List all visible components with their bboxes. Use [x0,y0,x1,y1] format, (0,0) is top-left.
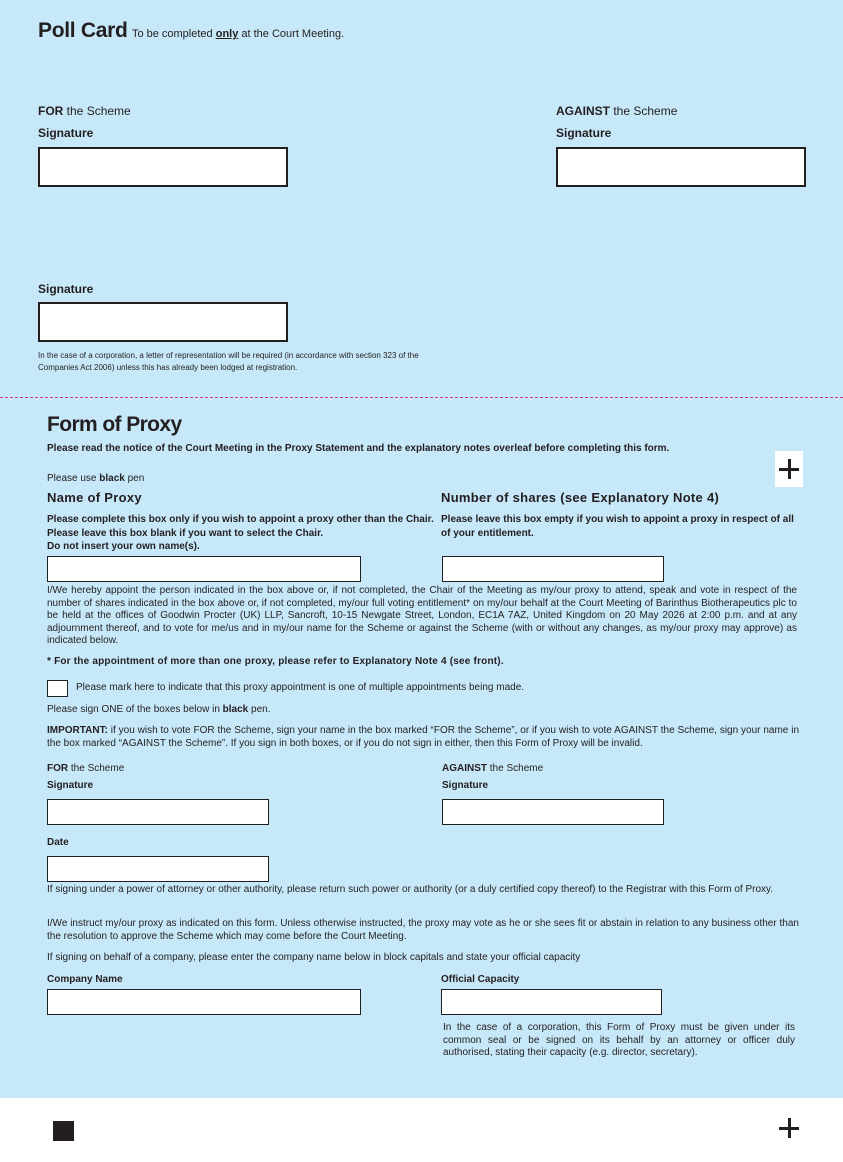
proxy-corporation-note: In the case of a corporation, this Form of Proxy must be given under its common seal or be signed on its behalf by an attorney or officer duly authorised, stating their capacity (e.g. director, secretary). [443,1022,795,1059]
poll-corporation-note: In the case of a corporation, a letter of representation will be required (in accordance with section 323 of the Companies Act 2006) unless this has already been lodged at registration. [38,351,419,372]
sign-one-colour: black [222,704,249,715]
for-label: the Scheme [68,763,125,774]
power-of-attorney-note: If signing under a power of attorney or other authority, please return such power or authority (or a duly certified copy thereof) to the Registrar with this Form of Proxy. [47,884,774,895]
multiple-appointments-label: Please mark here to indicate that this proxy appointment is one of multiple appointments being made. [76,682,525,693]
company-signing-instruction: If signing on behalf of a company, please enter the company name below in block capitals and state your official capacity [47,952,581,963]
against-keyword: AGAINST [442,763,487,774]
name-instruction-line: Please complete this box only if you wish to appoint a proxy other than the Chair. [47,514,434,525]
proxy-for-signature-box[interactable] [47,799,269,825]
sign-one-text: Please sign ONE of the boxes below in [47,704,223,715]
sign-one-instruction [47,704,270,715]
crosshair-icon [775,451,803,487]
poll-for-signature-box[interactable] [38,147,288,187]
poll-card-subtitle [132,28,344,40]
poll-signature-label: Signature [38,282,94,296]
crosshair-icon [776,1115,802,1141]
for-keyword: FOR [38,104,64,118]
name-of-proxy-heading: Name of Proxy [47,490,142,505]
poll-signature-box[interactable] [38,302,288,342]
name-of-proxy-instructions [47,513,434,554]
subtitle-text: To be completed [131,28,216,40]
proxy-pen-instruction [47,473,144,484]
for-label: the Scheme [63,104,131,118]
poll-for-heading [38,104,131,118]
proxy-for-signature-label: Signature [47,780,94,791]
important-label: IMPORTANT: [47,725,108,736]
multiple-proxy-note: * For the appointment of more than one proxy, please refer to Explanatory Note 4 (see front). [47,656,504,667]
important-notice [47,725,799,750]
proxy-instruction-note: I/We instruct my/our proxy as indicated on this form. Unless otherwise instructed, the proxy may vote as he or she sees fit or abstain in relation to any business other than the resolution to approve the Scheme which may come before the Court Meeting. [47,918,799,942]
poll-against-signature-box[interactable] [556,147,806,187]
proxy-against-heading [442,763,543,774]
proxy-form-title: Form of Proxy [47,413,182,436]
date-label: Date [47,837,69,848]
company-name-label: Company Name [47,974,123,985]
official-capacity-label: Official Capacity [441,974,520,985]
subtitle-text-end: at the Court Meeting. [238,28,345,40]
company-name-field[interactable] [47,989,361,1015]
pen-text: Please use [47,473,100,484]
date-field[interactable] [47,856,269,882]
important-text: if you wish to vote FOR the Scheme, sign your name in the box marked “FOR the Scheme”, or if you wish to vote AGAINST the Scheme, sign your name in the box marked “AGAINST the Scheme”. If you sign in both boxes, or if you do not sign in either, then this Form of Proxy will be invalid. [47,725,799,749]
name-instruction-line: Please leave this box blank if you want to select the Chair. [47,527,324,539]
proxy-against-signature-box[interactable] [442,799,664,825]
proxy-against-signature-label: Signature [442,780,489,791]
against-label: the Scheme [610,104,678,118]
proxy-intro: Please read the notice of the Court Meeting in the Proxy Statement and the explanatory notes overleaf before completing this form. [47,443,670,454]
subtitle-emphasis: only [215,28,239,40]
number-of-shares-instructions: Please leave this box empty if you wish to appoint a proxy in respect of all of your entitlement. [441,514,794,539]
proxy-for-heading [47,763,124,774]
for-keyword: FOR [47,763,69,774]
name-instruction-line: Do not insert your own name(s). [47,541,200,552]
pen-text-end: pen [124,473,145,484]
poll-for-signature-label: Signature [38,126,94,140]
poll-card-title: Poll Card [38,19,128,42]
sign-one-text-end: pen. [248,704,271,715]
pen-colour: black [99,473,125,484]
poll-against-heading [556,104,677,118]
poll-card-header [38,19,344,43]
multiple-appointments-checkbox[interactable] [47,680,68,697]
number-of-shares-heading: Number of shares (see Explanatory Note 4) [441,490,720,505]
crosshair-mark [776,456,802,482]
official-capacity-field[interactable] [441,989,662,1015]
proxy-name-field[interactable] [47,556,361,582]
poll-against-signature-label: Signature [556,126,612,140]
appointment-paragraph: I/We hereby appoint the person indicated in the box above or, if not completed, the Chair of the Meeting as my/our proxy to attend, speak and vote in respect of the number of shares indicated in the box above or, if not completed, my/our full voting entitlement* on my/our behalf at the Court Meeting of Barinthus Biotherapeutics plc to be held at the offices of Goodwin Procter (UK) LLP, Sancroft, 10-15 Newgate Street, London, EC1A 7AZ, United Kingdom on 20 May 2026 at 2:00 p.m. and at any adjournment thereof, and to vote for me/us and in my/our name for the Scheme or against the Scheme (with or without any changes, as my/our proxy may approve) as indicated below. [47,585,797,647]
against-label: the Scheme [487,763,544,774]
perforation-cut-line [0,397,843,398]
square-marker-icon [53,1121,74,1141]
number-of-shares-field[interactable] [442,556,664,582]
against-keyword: AGAINST [556,104,610,118]
